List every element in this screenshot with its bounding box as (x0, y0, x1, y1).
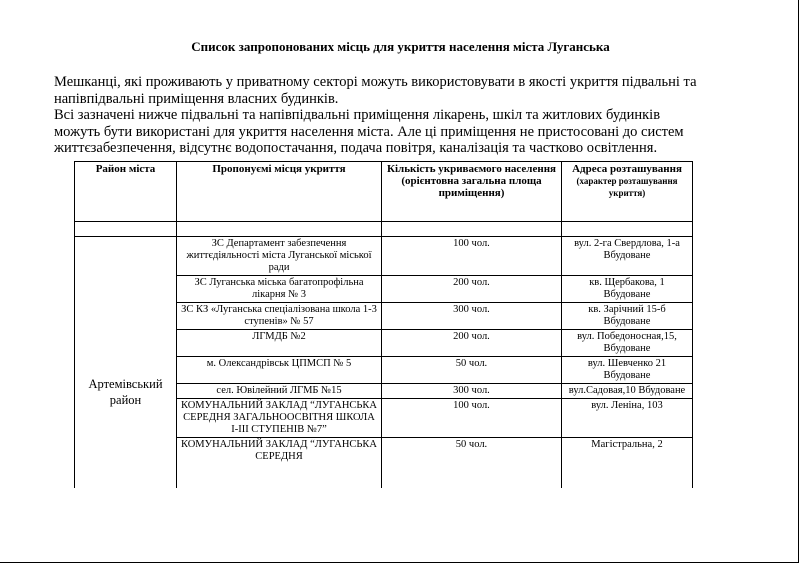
header-address-sub: (характер розташування укриття) (576, 176, 678, 198)
address-cell: вул. Леніна, 103 (562, 399, 693, 438)
blank-cell (75, 222, 177, 237)
capacity-cell: 300 чол. (382, 303, 562, 330)
blank-cell (562, 222, 693, 237)
capacity-cell: 100 чол. (382, 237, 562, 276)
place-cell: ЛГМДБ №2 (177, 330, 382, 357)
capacity-cell: 300 чол. (382, 384, 562, 399)
capacity-cell: 50 чол. (382, 357, 562, 384)
blank-row (75, 222, 693, 237)
capacity-cell: 200 чол. (382, 276, 562, 303)
place-cell: КОМУНАЛЬНИЙ ЗАКЛАД “ЛУГАНСЬКА СЕРЕДНЯ (177, 438, 382, 489)
intro-text (54, 74, 794, 157)
header-address (562, 162, 693, 222)
capacity-cell: 100 чол. (382, 399, 562, 438)
address-cell: вул. 2-га Свердлова, 1-а Вбудоване (562, 237, 693, 276)
address-cell: вул. Шевченко 21 Вбудоване (562, 357, 693, 384)
place-cell: сел. Ювілейний ЛГМБ №15 (177, 384, 382, 399)
place-cell: м. Олександрівськ ЦПМСП № 5 (177, 357, 382, 384)
shelters-table (74, 161, 693, 488)
document-title: Список запропонованих місць для укриття населення міста Луганська (191, 39, 610, 54)
intro-line: Мешканці, які проживають у приватному секторі можуть використовувати в якості укриття підвальні та (54, 74, 697, 90)
intro-line: Всі зазначені нижче підвальні та напівпідвальні приміщення лікарень, шкіл та житлових будинків (54, 107, 661, 123)
place-cell: ЗС КЗ «Луганська спеціалізована школа 1-3 ступенів» № 57 (177, 303, 382, 330)
header-district: Район міста (75, 162, 177, 222)
intro-line: можуть бути використані для укриття населення міста. Але ці приміщення не пристосовані до систем (54, 123, 684, 140)
header-place: Пропонуємі місця укриття (177, 162, 382, 222)
intro-line: напівпідвальні приміщення власних будинків. (54, 90, 339, 107)
table-header-row (75, 162, 693, 222)
address-cell: Магістральна, 2 (562, 438, 693, 489)
district-cell: Артемівський район (75, 237, 177, 489)
address-cell: кв. Зарічний 15-б Вбудоване (562, 303, 693, 330)
capacity-cell: 50 чол. (382, 438, 562, 489)
place-cell: ЗС Луганська міська багатопрофільна лікарня № 3 (177, 276, 382, 303)
table-row (75, 237, 693, 276)
address-cell: кв. Щербакова, 1 Вбудоване (562, 276, 693, 303)
blank-cell (177, 222, 382, 237)
place-cell: КОМУНАЛЬНИЙ ЗАКЛАД “ЛУГАНСЬКА СЕРЕДНЯ ЗАГАЛЬНООСВІТНЯ ШКОЛА І-ІІІ СТУПЕНІВ №7” (177, 399, 382, 438)
place-cell: ЗС Департамент забезпечення життєдіяльності міста Луганської міської ради (177, 237, 382, 276)
capacity-cell: 200 чол. (382, 330, 562, 357)
intro-line: життєзабезпечення, відсутнє водопостачання, подача повітря, каналізація та частково освітлення. (54, 140, 658, 156)
header-address-title: Адреса розташування (572, 163, 682, 175)
header-capacity: Кількість укриваємого населення (орієнтовна загальна площа приміщення) (382, 162, 562, 222)
blank-cell (382, 222, 562, 237)
address-cell: вул. Победоносная,15, Вбудоване (562, 330, 693, 357)
address-cell: вул.Садовая,10 Вбудоване (562, 384, 693, 399)
